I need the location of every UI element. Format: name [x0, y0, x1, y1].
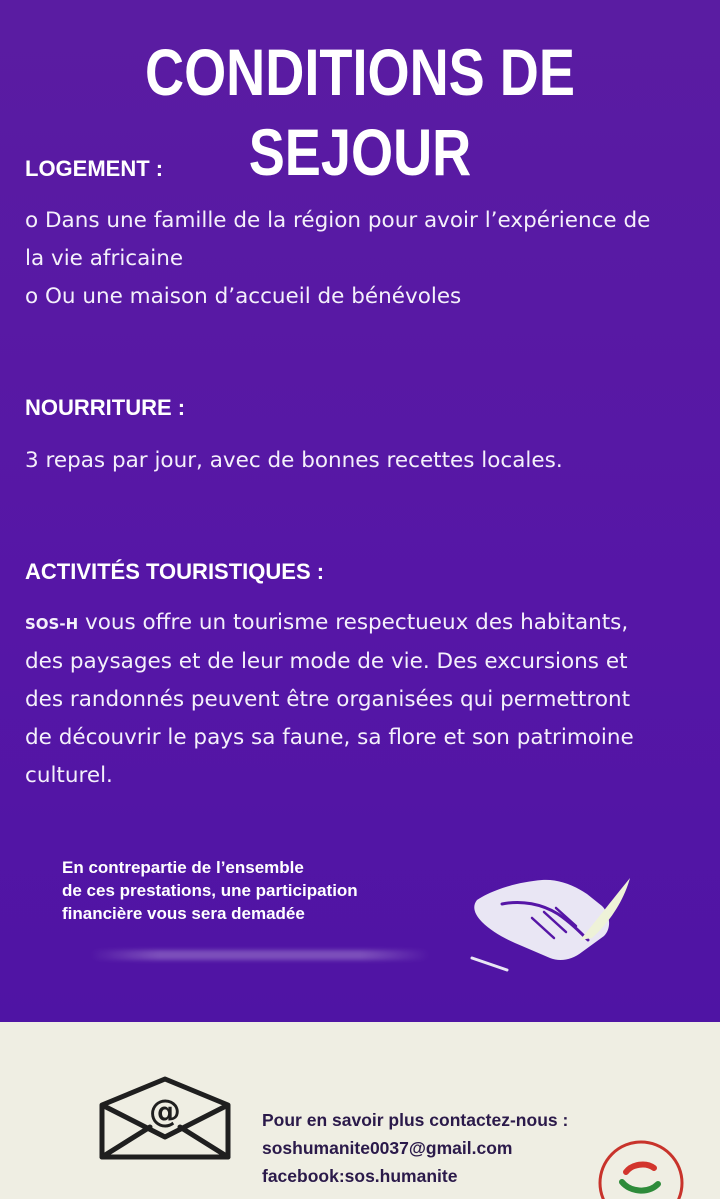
nourriture-heading: NOURRITURE :: [25, 395, 186, 420]
contact-email[interactable]: soshumanite0037@gmail.com: [262, 1138, 513, 1158]
nourriture-line: 3 repas par jour, avec de bonnes recettes locales.: [25, 448, 563, 473]
contact-facebook[interactable]: facebook:sos.humanite: [262, 1166, 458, 1186]
envelope-at-icon: [98, 1075, 232, 1161]
contact-block: [262, 1106, 568, 1190]
contact-heading: Pour en savoir plus contactez-nous :: [262, 1110, 569, 1130]
participation-note: [62, 856, 482, 925]
activites-line-text: vous offre un tourisme respectueux des habitants,: [78, 610, 629, 635]
brand-name: SOS-H: [25, 615, 79, 633]
note-line: de ces prestations, une participation: [62, 881, 358, 900]
svg-text:@: @: [149, 1092, 181, 1130]
activites-line: des paysages et de leur mode de vie. Des excursions et: [25, 649, 628, 674]
logement-line: o Ou une maison d’accueil de bénévoles: [25, 284, 462, 309]
handshake-icon: [462, 870, 637, 980]
logement-line: o Dans une famille de la région pour avoir l’expérience de: [25, 208, 651, 233]
activites-line: des randonnés peuvent être organisées qui permettront: [25, 687, 631, 712]
logement-heading: LOGEMENT :: [25, 156, 164, 181]
activites-heading: ACTIVITÉS TOURISTIQUES :: [25, 559, 325, 584]
sos-humanite-logo: [596, 1138, 686, 1199]
logement-text: [25, 202, 695, 316]
activites-line: culturel.: [25, 763, 113, 788]
blurred-decoration: [90, 950, 430, 960]
activites-line: de découvrir le pays sa faune, sa flore et son patrimoine: [25, 725, 634, 750]
note-line: En contrepartie de l’ensemble: [62, 858, 304, 877]
nourriture-text: [25, 442, 695, 480]
activites-line: [25, 604, 695, 643]
note-line: financière vous sera demadée: [62, 904, 305, 923]
page-title: CONDITIONS DE SEJOUR: [145, 35, 575, 189]
activites-text: [25, 604, 695, 795]
logement-line: la vie africaine: [25, 246, 184, 271]
